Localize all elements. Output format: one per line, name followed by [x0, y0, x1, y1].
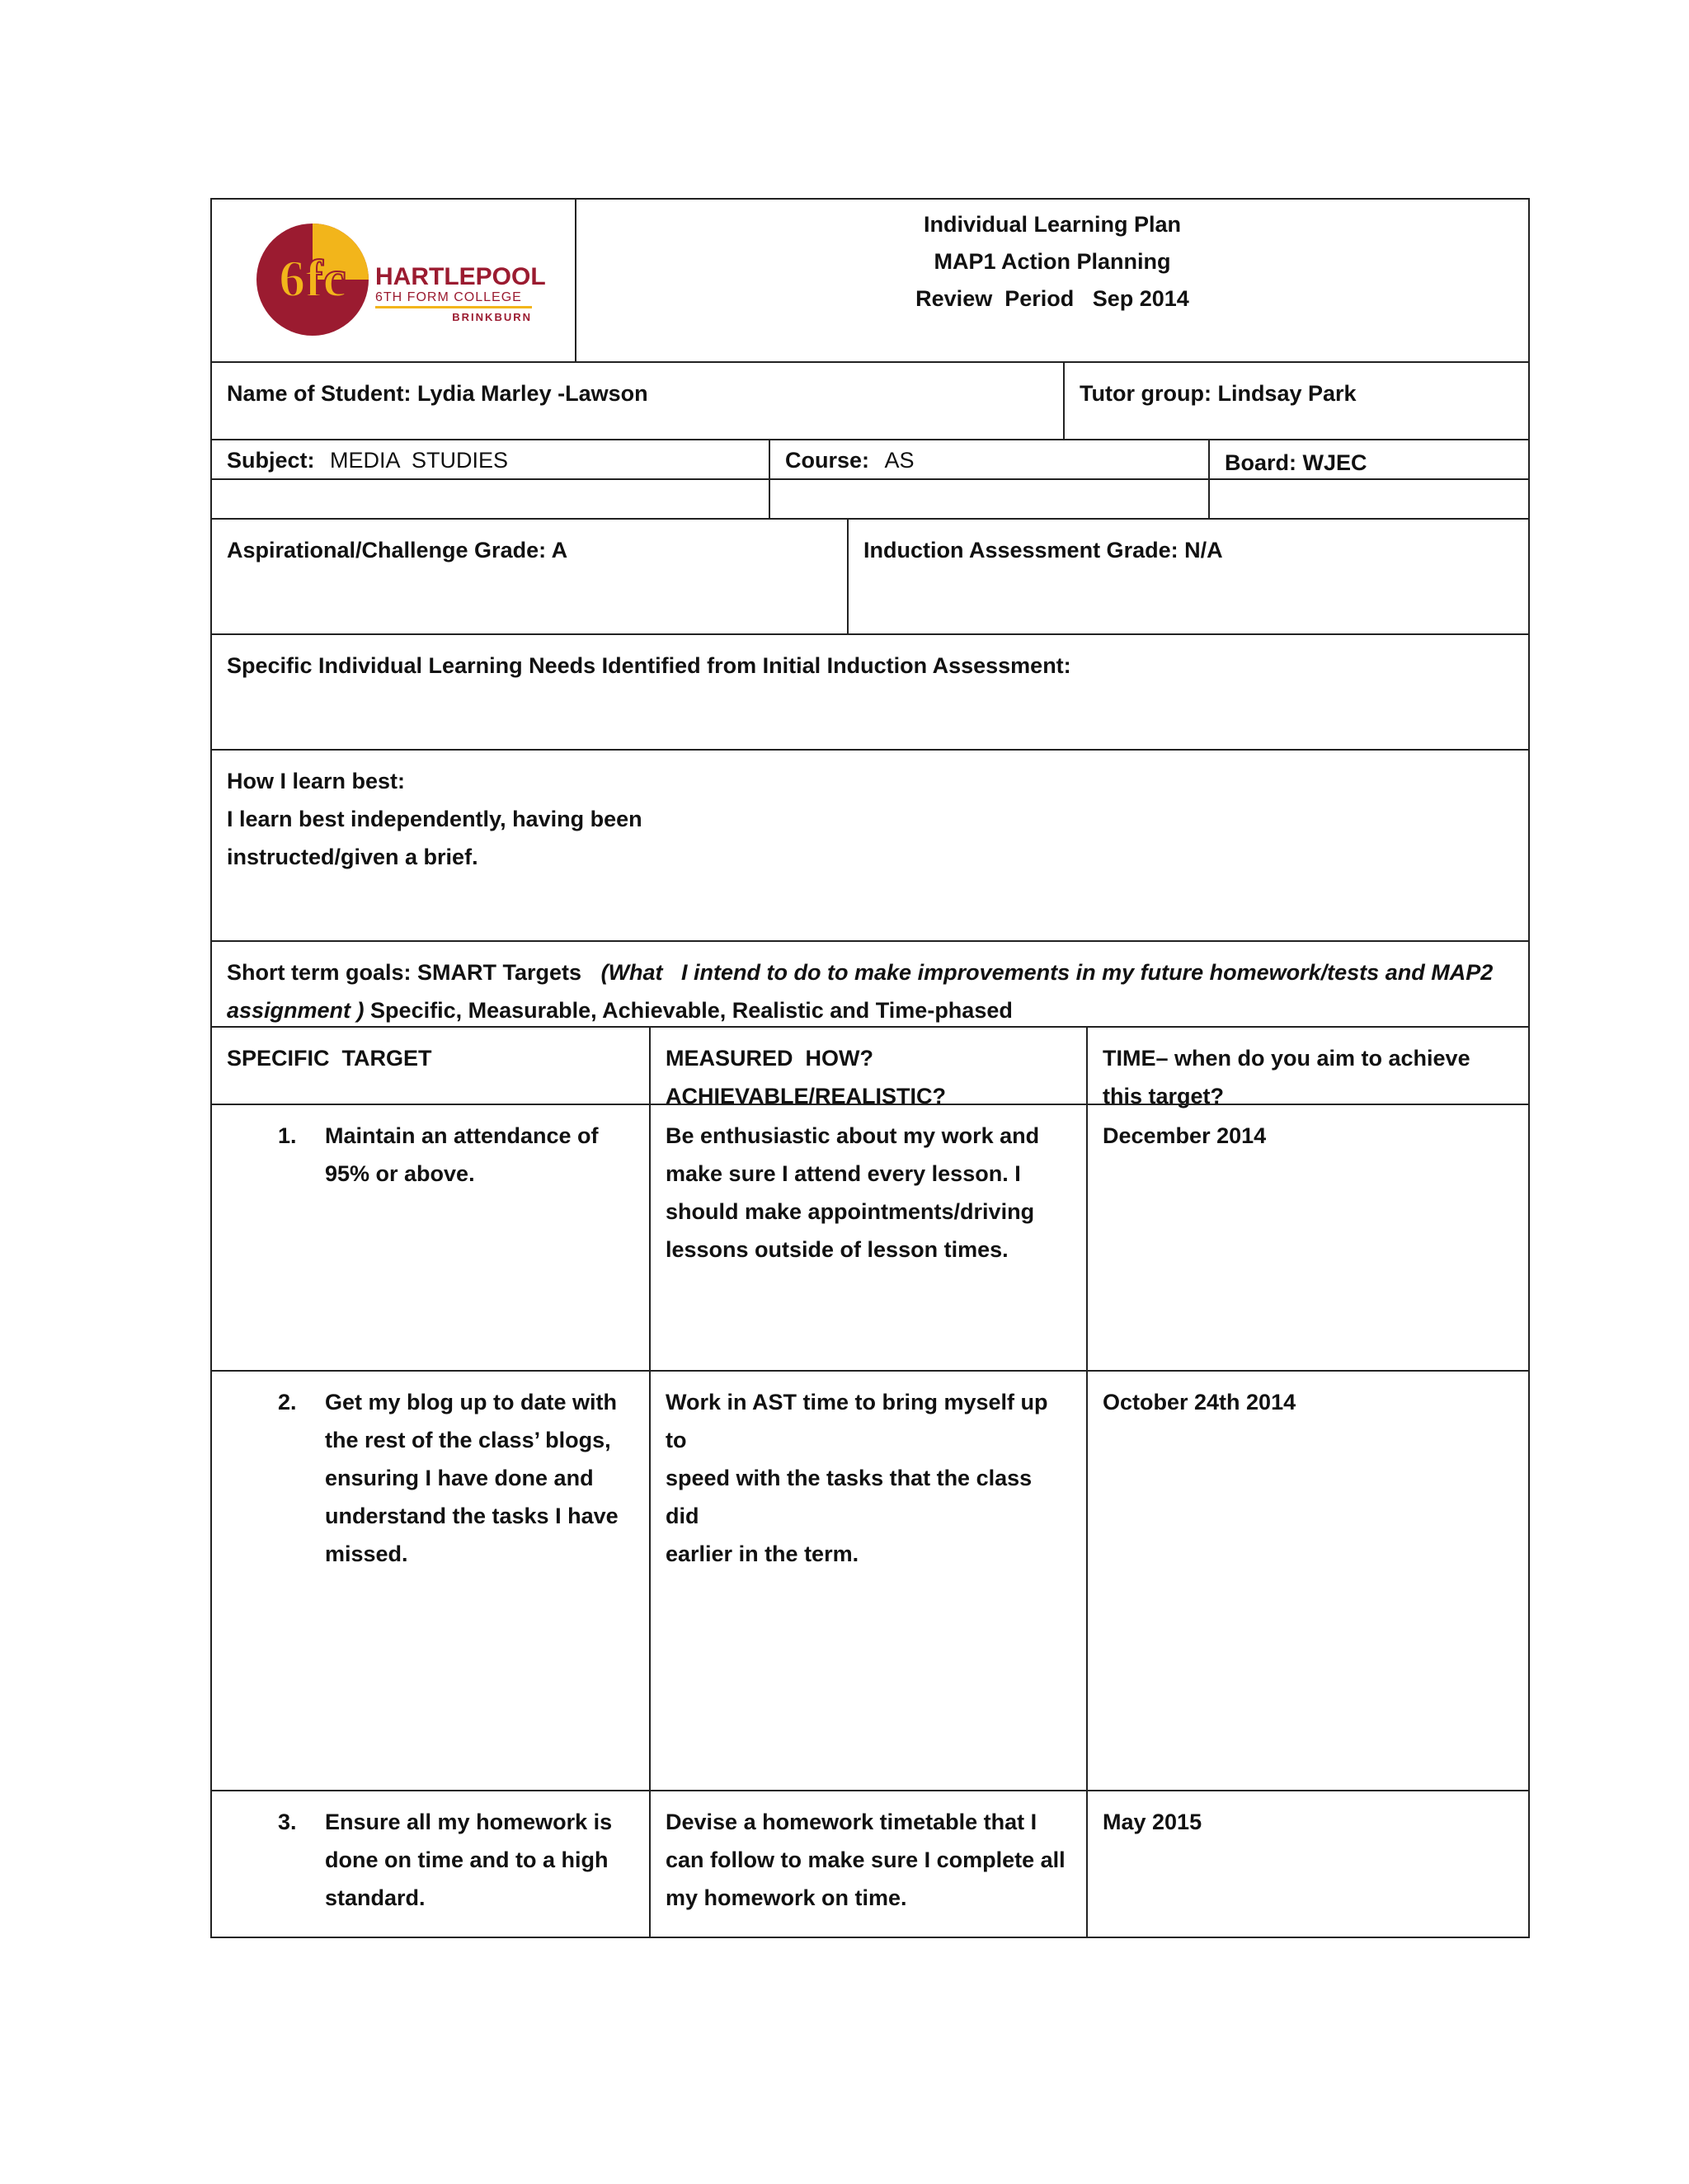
specific-target-header: SPECIFIC TARGET: [227, 1046, 432, 1071]
measured-header: MEASURED HOW? ACHIEVABLE/REALISTIC?: [649, 1028, 1086, 1104]
time-cell: December 2014: [1086, 1105, 1528, 1370]
table-row: [212, 1790, 1528, 1938]
aspirational-grade-cell: [212, 520, 847, 633]
learning-needs-label: Specific Individual Learning Needs Identified from Initial Induction Assessment:: [227, 653, 1071, 678]
learn-best-row: [212, 749, 1528, 940]
tutor-group-label: Tutor group:: [1080, 381, 1218, 406]
measure-cell: Work in AST time to bring myself up to speed with the tasks that the class did earlier in the term.: [649, 1372, 1086, 1790]
blank-row: [212, 478, 1528, 518]
time-header: TIME– when do you aim to achieve this target?: [1086, 1028, 1528, 1104]
svg-text:BRINKBURN: BRINKBURN: [452, 311, 532, 323]
learning-plan-form: [210, 198, 1530, 1938]
subject-value: MEDIA STUDIES: [329, 448, 509, 473]
induction-grade-label: Induction Assessment Grade:: [863, 538, 1185, 562]
header-row: [212, 200, 1528, 361]
logo-cell: [212, 200, 575, 361]
subject-cell: [212, 440, 769, 478]
target-number: 1.: [278, 1123, 297, 1148]
board-cell: [1208, 440, 1528, 478]
measure-cell: Be enthusiastic about my work and make sure I attend every lesson. I should make appointments/driving lessons outside of lesson times.: [649, 1105, 1086, 1370]
goals-cell: [212, 942, 1528, 1026]
goals-italic-1: (What I intend to do to make improvements in my future homework/tests and MAP2: [600, 960, 1494, 985]
grades-row: [212, 518, 1528, 633]
tutor-group-value: Lindsay Park: [1217, 381, 1357, 406]
goals-italic-2: assignment ): [227, 998, 365, 1023]
student-name-cell: [212, 363, 1063, 439]
board-value: WJEC: [1302, 450, 1367, 475]
plan-subtitle: MAP1 Action Planning: [934, 249, 1171, 274]
title-cell: [575, 200, 1528, 361]
target-cell: 3. Ensure all my homework is done on time and to a high standard.: [212, 1791, 649, 1938]
course-cell: [769, 440, 1208, 478]
blank-cell-2: [769, 480, 1208, 518]
learning-needs-cell: [212, 635, 1528, 749]
learn-best-cell: [212, 751, 1528, 940]
time-cell: May 2015: [1086, 1791, 1528, 1938]
blank-cell-1: [212, 480, 769, 518]
plan-title: Individual Learning Plan: [923, 212, 1182, 237]
induction-grade-value: N/A: [1184, 538, 1223, 562]
goals-tail: Specific, Measurable, Achievable, Realistic and Time-phased: [364, 998, 1013, 1023]
blank-cell-3: [1208, 480, 1528, 518]
college-logo: [253, 220, 550, 340]
goals-label: Short term goals: SMART Targets: [227, 960, 582, 985]
course-label: Course:: [785, 448, 870, 473]
aspirational-grade-label: Aspirational/Challenge Grade:: [227, 538, 552, 562]
svg-text:6fc: 6fc: [279, 249, 346, 308]
review-period: Review Period Sep 2014: [915, 286, 1189, 311]
tutor-group-cell: [1063, 363, 1528, 439]
aspirational-grade-value: A: [551, 538, 568, 562]
subject-row: [212, 439, 1528, 478]
learn-best-line-1: I learn best independently, having been: [227, 807, 642, 831]
measure-cell: Devise a homework timetable that I can follow to make sure I complete all my homework on time.: [649, 1791, 1086, 1938]
subject-label: Subject:: [227, 448, 315, 473]
target-number: 2.: [278, 1390, 297, 1414]
svg-text:HARTLEPOOL: HARTLEPOOL: [375, 263, 546, 290]
learn-best-line-2: instructed/given a brief.: [227, 845, 478, 869]
target-cell: 1. Maintain an attendance of 95% or above.: [212, 1105, 649, 1370]
table-row: [212, 1104, 1528, 1370]
student-row: [212, 361, 1528, 439]
goals-row: [212, 940, 1528, 1026]
targets-header-row: [212, 1026, 1528, 1108]
learning-needs-row: [212, 633, 1528, 749]
student-name-label: Name of Student:: [227, 381, 418, 406]
student-name-value: Lydia Marley -Lawson: [417, 381, 648, 406]
target-cell: 2. Get my blog up to date with the rest of the class’ blogs, ensuring I have done and understand the tasks I have missed.: [212, 1372, 649, 1790]
target-number: 3.: [278, 1810, 297, 1834]
learn-best-label: How I learn best:: [227, 769, 406, 793]
svg-text:6TH FORM COLLEGE: 6TH FORM COLLEGE: [375, 290, 522, 304]
time-cell: October 24th 2014: [1086, 1372, 1528, 1790]
induction-grade-cell: [847, 520, 1528, 633]
table-row: [212, 1370, 1528, 1790]
course-value: AS: [884, 448, 915, 473]
board-label: Board:: [1225, 450, 1303, 475]
